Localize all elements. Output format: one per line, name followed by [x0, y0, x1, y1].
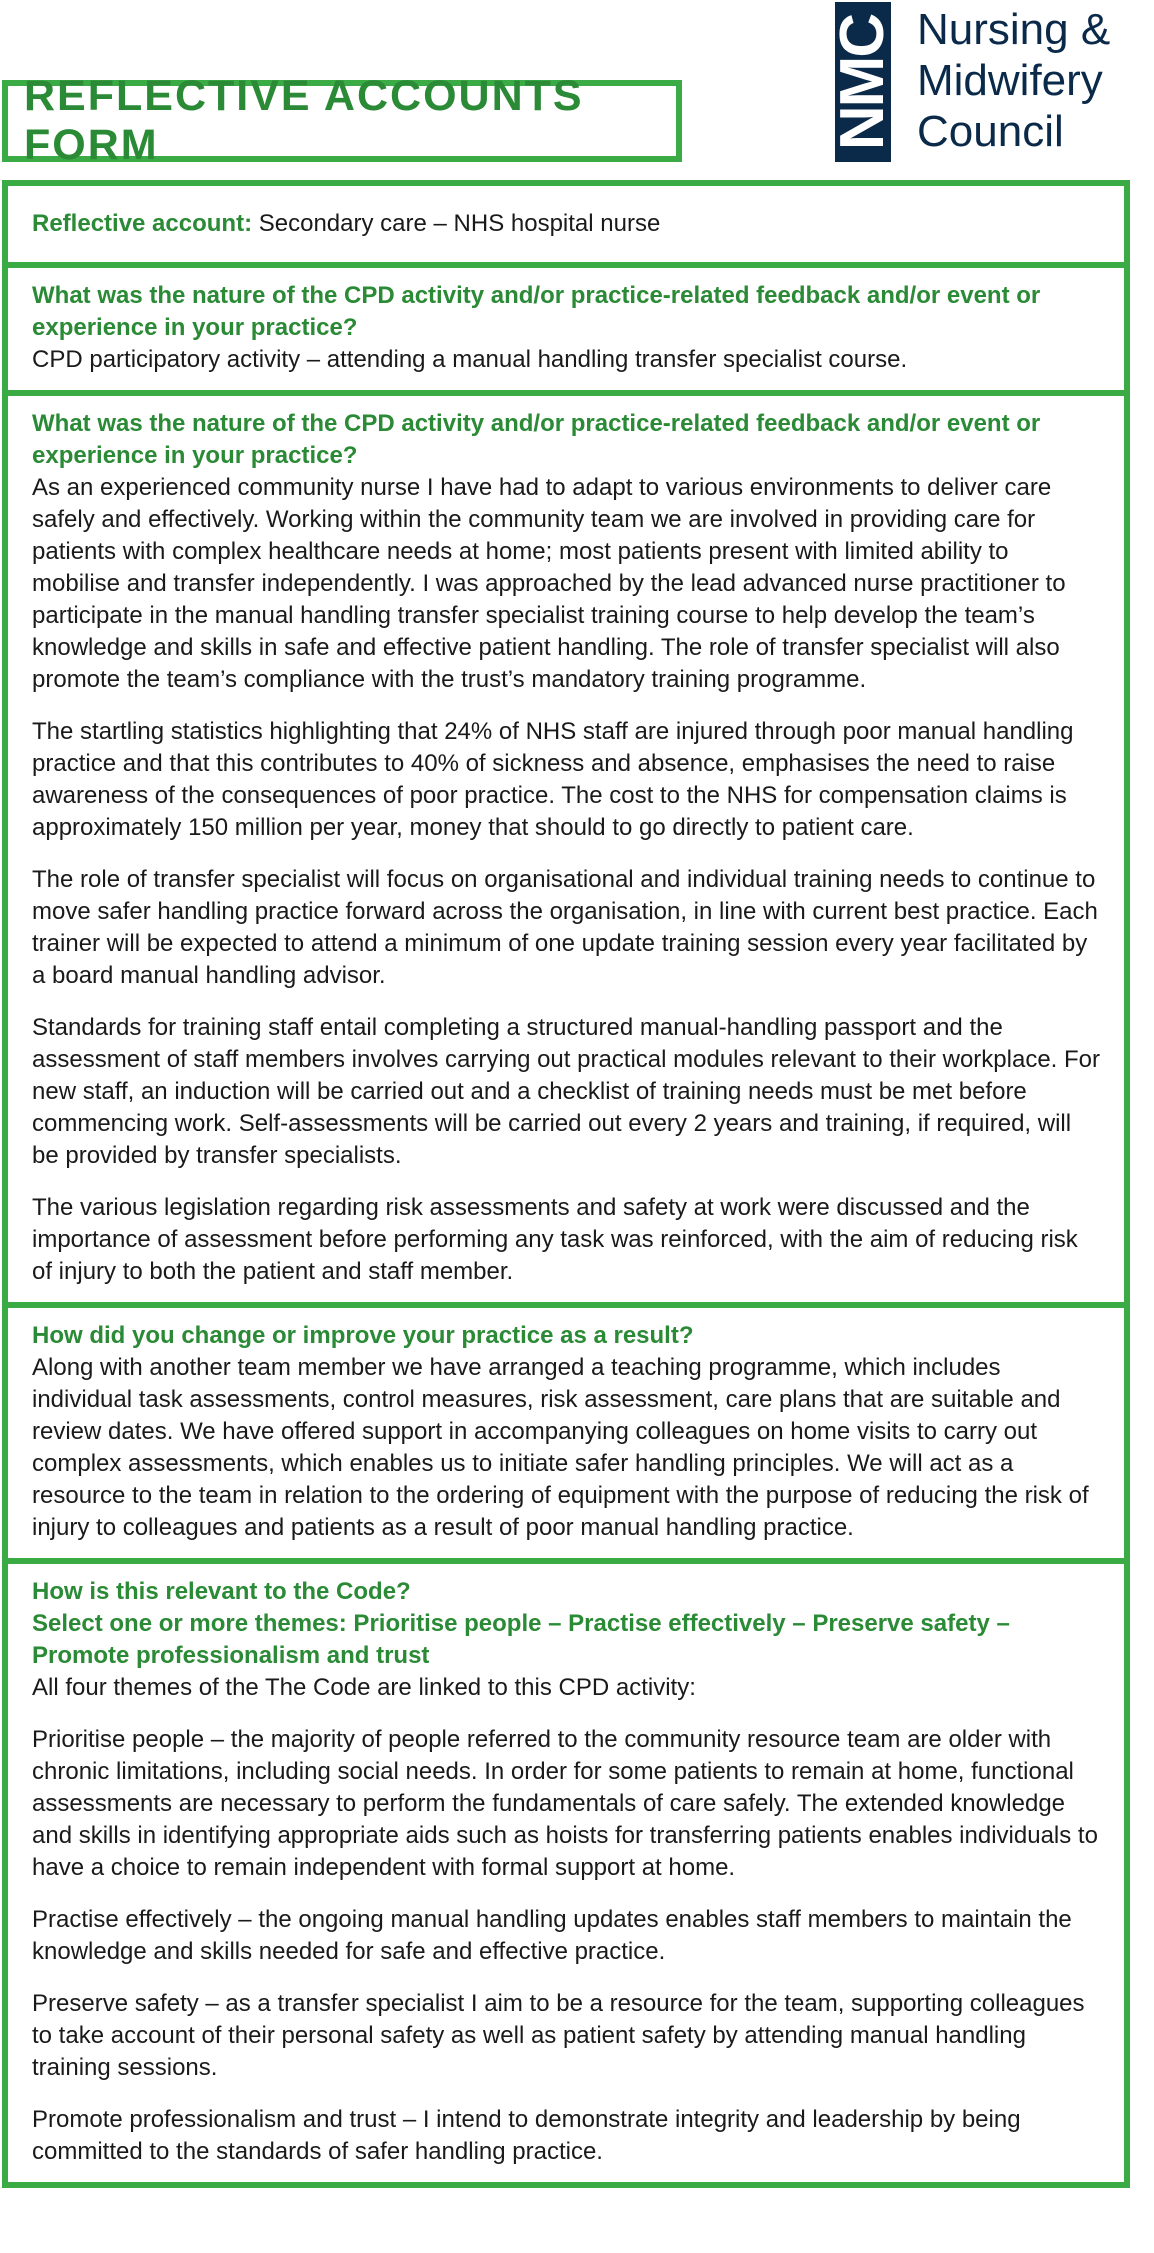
account-section: [8, 186, 1124, 268]
answer-paragraph: Standards for training staff entail completing a structured manual-handling passport and the assessment of staff members involves carrying out practical modules relevant to their workplace. For new staff, an induction will be carried out and a checklist of training needs must be met before commencing work. Self-assessments will be carried out every 2 years and training, if required, will be provided by transfer specialists.: [32, 1014, 1100, 1169]
answer-intro: All four themes of the The Code are linked to this CPD activity:: [32, 1674, 696, 1701]
form-title-box: [2, 72, 682, 169]
answer-paragraph: Promote professionalism and trust – I intend to demonstrate integrity and leadership by being committed to the standards of safer handling practice.: [32, 2106, 1021, 2165]
account-value: Secondary care – NHS hospital nurse: [258, 210, 661, 237]
nmc-logo: [828, 2, 1153, 162]
logo-line-3: Council: [917, 107, 1064, 156]
answer-paragraph: Practise effectively – the ongoing manual handling updates enables staff members to maintain the knowledge and skills needed for safe and effective practice.: [32, 1906, 1072, 1965]
practice-change-section: [8, 1308, 1124, 1564]
section-subquestion: Select one or more themes: Prioritise people – Practise effectively – Preserve safety – Promote professionalism and trust: [32, 1610, 1010, 1669]
nmc-logo-mark-text: NMC: [828, 14, 898, 150]
section-question: How did you change or improve your practice as a result?: [32, 1322, 694, 1349]
nmc-logo-mark: [828, 2, 898, 162]
answer-paragraph: The various legislation regarding risk assessments and safety at work were discussed and the importance of assessment before performing any task was reinforced, with the aim of reducing risk of injury to both the patient and staff member.: [32, 1194, 1078, 1285]
form-title: REFLECTIVE ACCOUNTS FORM: [24, 72, 584, 169]
cpd-nature-detail-section: [8, 396, 1124, 1308]
answer-paragraph: The role of transfer specialist will focus on organisational and individual training needs to continue to move safer handling practice forward across the organisation, in line with current best practice. Each trainer will be expected to attend a minimum of one update training session every year facilitated by a board manual handling advisor.: [32, 866, 1098, 989]
answer-paragraph: Preserve safety – as a transfer specialist I aim to be a resource for the team, supporting colleagues to take account of their personal safety as well as patient safety by attending manual handling training sessions.: [32, 1990, 1085, 2081]
answer-paragraph: As an experienced community nurse I have had to adapt to various environments to deliver care safely and effectively. Working within the community team we are involved in providing care for patients with complex healthcare needs at home; most patients present with limited ability to mobilise and transfer independently. I was approached by the lead advanced nurse practitioner to participate in the manual handling transfer specialist training course to help develop the team’s knowledge and skills in safe and effective patient handling. The role of transfer specialist will also promote the team’s compliance with the trust’s mandatory training programme.: [32, 474, 1066, 693]
answer-paragraph: Prioritise people – the majority of people referred to the community resource team are older with chronic limitations, including social needs. In order for some patients to remain at home, functional assessments are necessary to perform the fundamentals of care safely. The extended knowledge and skills in identifying appropriate aids such as hoists for transferring patients enables individuals to have a choice to remain independent with formal support at home.: [32, 1726, 1098, 1881]
section-question: What was the nature of the CPD activity and/or practice-related feedback and/or event or experience in your practice?: [32, 410, 1041, 469]
logo-line-1: Nursing &: [917, 5, 1111, 54]
section-answer: CPD participatory activity – attending a manual handling transfer specialist course.: [32, 346, 908, 373]
section-question: What was the nature of the CPD activity and/or practice-related feedback and/or event or experience in your practice?: [32, 282, 1041, 341]
cpd-nature-summary-section: [8, 268, 1124, 396]
logo-line-2: Midwifery: [917, 56, 1103, 105]
answer-paragraph: Along with another team member we have arranged a teaching programme, which includes individual task assessments, control measures, risk assessment, care plans that are suitable and review dates. We have offered support in accompanying colleagues on home visits to carry out complex assessments, which enables us to initiate safer handling principles. We will act as a resource to the team in relation to the ordering of equipment with the purpose of reducing the risk of injury to colleagues and patients as a result of poor manual handling practice.: [32, 1354, 1089, 1541]
code-relevance-section: [8, 1564, 1124, 2182]
answer-paragraph: The startling statistics highlighting that 24% of NHS staff are injured through poor manual handling practice and that this contributes to 40% of sickness and absence, emphasises the need to raise awareness of the consequences of poor practice. The cost to the NHS for compensation claims is approximately 150 million per year, money that should to go directly to patient care.: [32, 718, 1074, 841]
reflective-form: [2, 180, 1130, 2188]
account-label: Reflective account:: [32, 210, 253, 237]
section-question: How is this relevant to the Code?: [32, 1578, 411, 1605]
nmc-logo-wordmark: [917, 4, 1110, 157]
